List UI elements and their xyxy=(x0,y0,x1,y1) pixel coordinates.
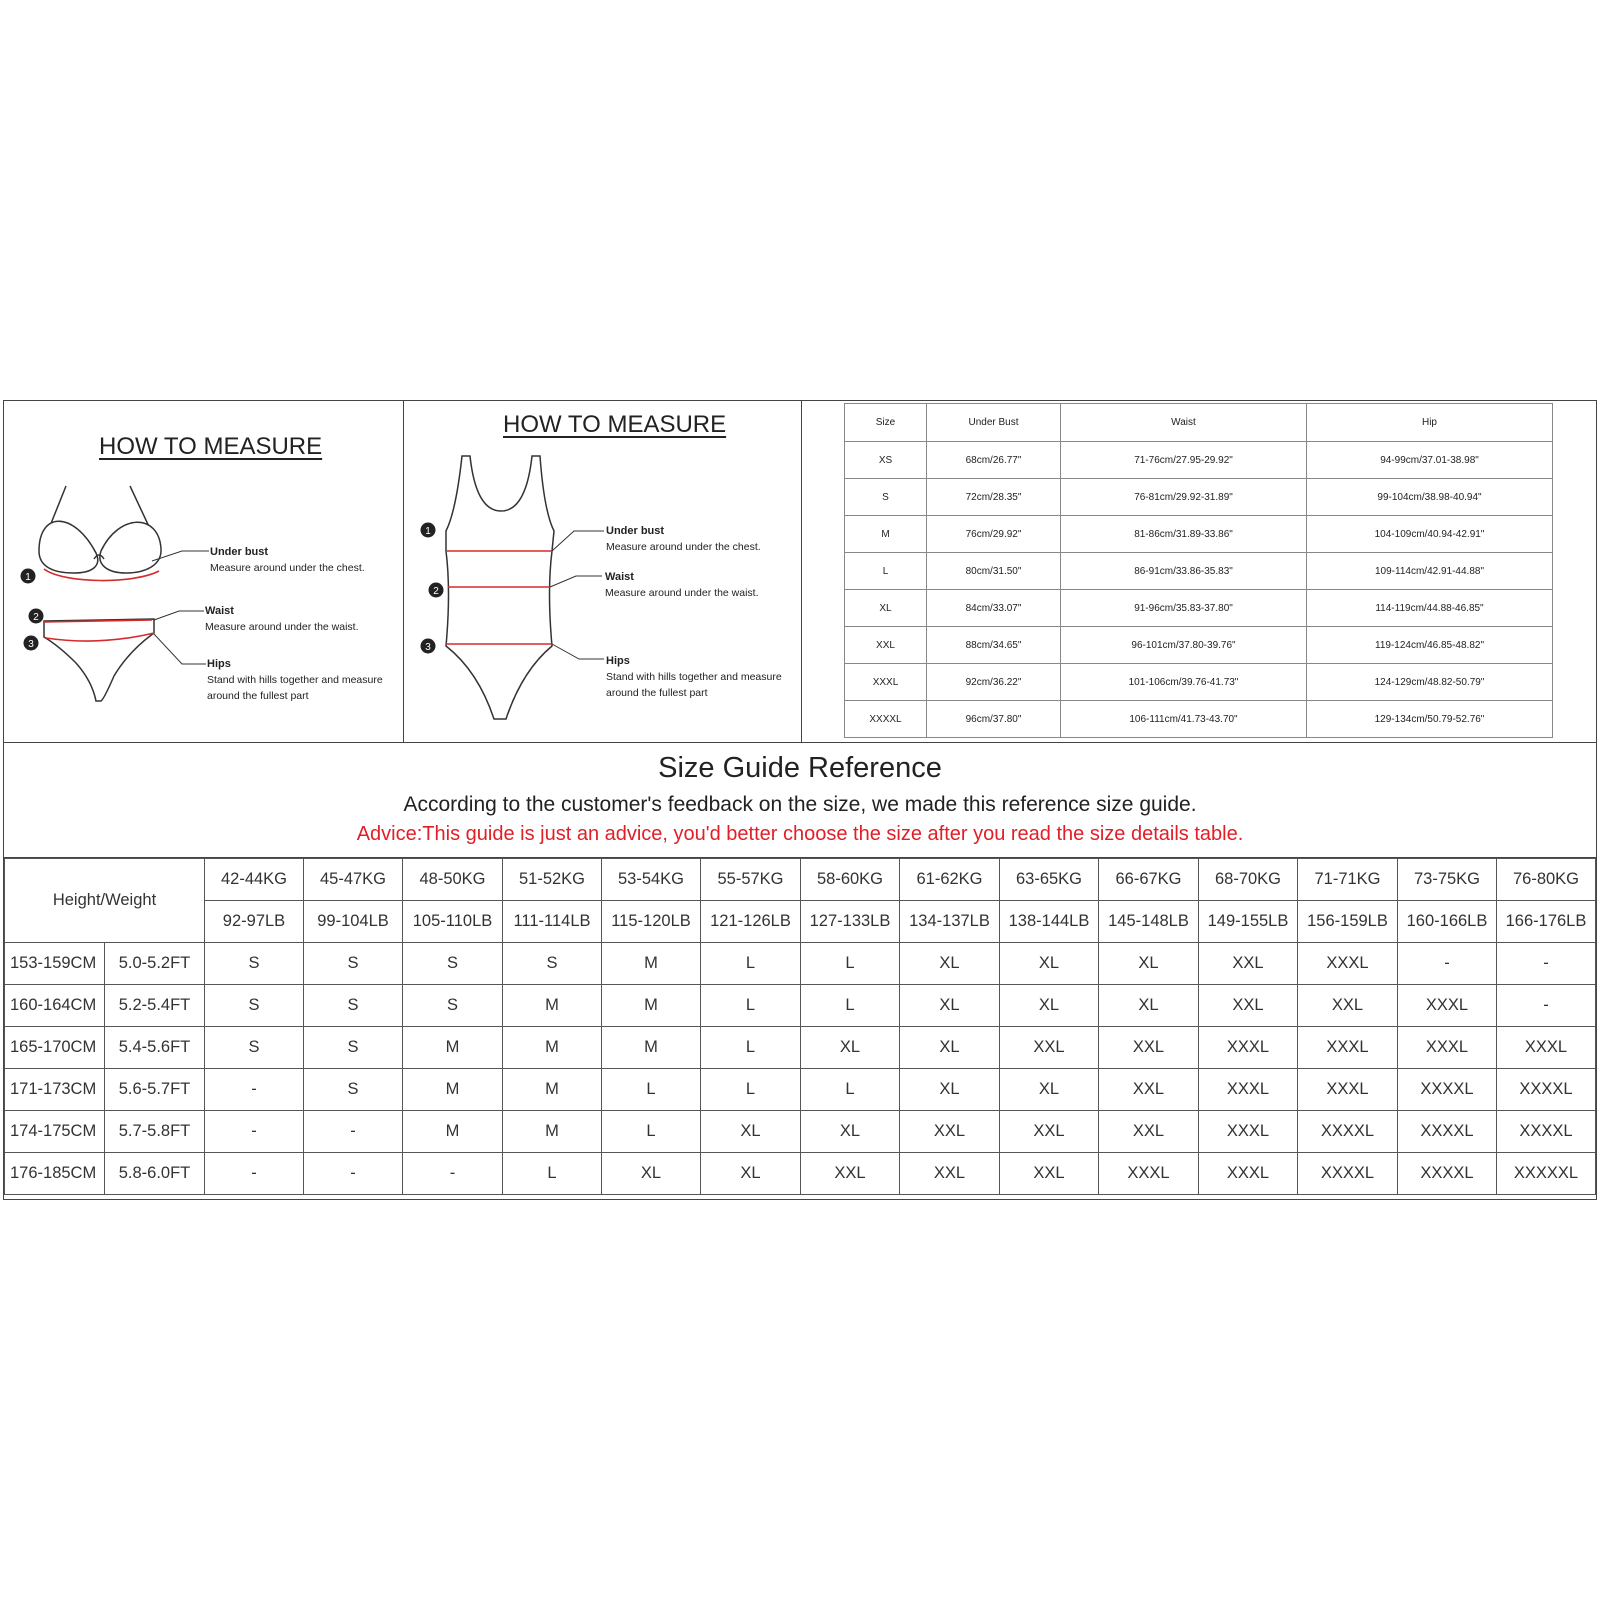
waist-note xyxy=(205,603,359,635)
how-to-measure-title: HOW TO MEASURE xyxy=(99,433,323,460)
size-cell: XXXL xyxy=(1199,1153,1298,1195)
measurement-row xyxy=(845,701,1553,738)
marker-3: 3 xyxy=(425,642,431,653)
weight-lb-cell: 134-137LB xyxy=(900,901,1000,943)
size-cell: XL xyxy=(1000,985,1099,1027)
how-to-measure-onepiece-panel xyxy=(404,401,802,742)
measurement-row xyxy=(845,590,1553,627)
measurement-cell: 71-76cm/27.95-29.92" xyxy=(1061,442,1307,479)
size-cell: XXXL xyxy=(1199,1069,1298,1111)
measurement-cell: XXXL xyxy=(845,664,927,701)
size-cell: XXXXL xyxy=(1497,1111,1596,1153)
size-cell: XL xyxy=(602,1153,701,1195)
size-cell: XL xyxy=(1099,943,1199,985)
measurement-row xyxy=(845,479,1553,516)
size-cell: XL xyxy=(701,1111,801,1153)
size-cell: XL xyxy=(701,1153,801,1195)
size-cell: M xyxy=(503,1111,602,1153)
size-cell: L xyxy=(701,1069,801,1111)
hips-label: Hips xyxy=(606,655,630,667)
measurement-cell: 124-129cm/48.82-50.79" xyxy=(1307,664,1553,701)
hips-desc-2: around the fullest part xyxy=(606,687,708,699)
size-cell: XL xyxy=(1000,943,1099,985)
table-row xyxy=(5,1027,1596,1069)
measurement-cell: M xyxy=(845,516,927,553)
table-row xyxy=(5,1153,1596,1195)
measurement-cell: 106-111cm/41.73-43.70" xyxy=(1061,701,1307,738)
table-row xyxy=(5,985,1596,1027)
size-cell: M xyxy=(403,1069,503,1111)
measurement-row xyxy=(845,627,1553,664)
measurement-cell: 104-109cm/40.94-42.91" xyxy=(1307,516,1553,553)
weight-kg-cell: 42-44KG xyxy=(205,859,304,901)
size-cell: XXL xyxy=(1199,985,1298,1027)
size-cell: M xyxy=(403,1111,503,1153)
size-cell: XXXL xyxy=(1099,1153,1199,1195)
weight-lb-cell: 127-133LB xyxy=(801,901,900,943)
size-cell: XXXXL xyxy=(1398,1111,1497,1153)
height-ft-cell: 5.7-5.8FT xyxy=(105,1111,205,1153)
weight-kg-cell: 76-80KG xyxy=(1497,859,1596,901)
table-row xyxy=(5,1069,1596,1111)
weight-lb-cell: 149-155LB xyxy=(1199,901,1298,943)
size-cell: M xyxy=(403,1027,503,1069)
size-cell: XXL xyxy=(900,1153,1000,1195)
size-cell: L xyxy=(602,1069,701,1111)
size-cell: - xyxy=(304,1111,403,1153)
measurement-cell: L xyxy=(845,553,927,590)
marker-2: 2 xyxy=(33,612,39,623)
size-cell: XXL xyxy=(900,1111,1000,1153)
height-weight-label: Height/Weight xyxy=(5,859,205,943)
height-ft-cell: 5.8-6.0FT xyxy=(105,1153,205,1195)
size-cell: - xyxy=(1497,985,1596,1027)
size-cell: XXXL xyxy=(1298,1027,1398,1069)
size-cell: XXL xyxy=(1000,1027,1099,1069)
measurement-cell: 80cm/31.50" xyxy=(927,553,1061,590)
size-cell: S xyxy=(205,985,304,1027)
size-cell: XXXXL xyxy=(1298,1153,1398,1195)
size-cell: XL xyxy=(900,1027,1000,1069)
size-cell: L xyxy=(701,985,801,1027)
size-guide-table xyxy=(4,858,1596,1195)
waist-note xyxy=(605,569,759,601)
measurement-cell: 96cm/37.80" xyxy=(927,701,1061,738)
size-cell: - xyxy=(403,1153,503,1195)
measurement-cell: 114-119cm/44.88-46.85" xyxy=(1307,590,1553,627)
how-to-measure-title: HOW TO MEASURE xyxy=(503,411,727,438)
size-cell: S xyxy=(304,985,403,1027)
measurement-cell: 88cm/34.65" xyxy=(927,627,1061,664)
waist-desc: Measure around under the waist. xyxy=(605,587,759,599)
hips-note xyxy=(207,656,383,704)
size-cell: XXL xyxy=(1000,1111,1099,1153)
measurement-cell: XXL xyxy=(845,627,927,664)
size-cell: M xyxy=(503,985,602,1027)
weight-kg-cell: 53-54KG xyxy=(602,859,701,901)
under-bust-label: Under bust xyxy=(210,546,269,558)
size-cell: M xyxy=(602,985,701,1027)
under-bust-desc: Measure around under the chest. xyxy=(210,562,365,574)
size-cell: XXXL xyxy=(1199,1027,1298,1069)
weight-lb-cell: 92-97LB xyxy=(205,901,304,943)
size-cell: S xyxy=(304,1027,403,1069)
weight-lb-cell: 138-144LB xyxy=(1000,901,1099,943)
weight-kg-cell: 58-60KG xyxy=(801,859,900,901)
measurement-table xyxy=(844,403,1553,738)
waist-label: Waist xyxy=(205,605,234,617)
size-cell: M xyxy=(602,1027,701,1069)
weight-lb-cell: 105-110LB xyxy=(403,901,503,943)
measurement-cell: 76cm/29.92" xyxy=(927,516,1061,553)
measurement-header-row xyxy=(845,404,1553,442)
measurement-cell: 84cm/33.07" xyxy=(927,590,1061,627)
size-cell: XXL xyxy=(1099,1069,1199,1111)
under-bust-desc: Measure around under the chest. xyxy=(606,541,761,553)
hips-desc-1: Stand with hills together and measure xyxy=(207,674,383,686)
table-row xyxy=(5,1111,1596,1153)
height-ft-cell: 5.2-5.4FT xyxy=(105,985,205,1027)
measurement-cell: 109-114cm/42.91-44.88" xyxy=(1307,553,1553,590)
size-cell: - xyxy=(205,1069,304,1111)
weight-lb-cell: 156-159LB xyxy=(1298,901,1398,943)
weight-kg-row xyxy=(5,859,1596,901)
weight-lb-cell: 121-126LB xyxy=(701,901,801,943)
measurement-cell: 101-106cm/39.76-41.73" xyxy=(1061,664,1307,701)
weight-kg-cell: 55-57KG xyxy=(701,859,801,901)
hips-desc-1: Stand with hills together and measure xyxy=(606,671,782,683)
weight-lb-cell: 115-120LB xyxy=(602,901,701,943)
measurement-row xyxy=(845,516,1553,553)
size-cell: XXXXL xyxy=(1497,1069,1596,1111)
size-cell: XL xyxy=(1099,985,1199,1027)
size-cell: XL xyxy=(900,985,1000,1027)
size-cell: S xyxy=(205,943,304,985)
size-guide-subtitle: According to the customer's feedback on the size, we made this reference size guide. xyxy=(403,793,1197,816)
size-cell: XXL xyxy=(1099,1027,1199,1069)
measurement-header-cell: Waist xyxy=(1061,404,1307,442)
size-guide-title: Size Guide Reference xyxy=(658,752,942,784)
measurement-cell: XXXXL xyxy=(845,701,927,738)
measurement-header-cell: Hip xyxy=(1307,404,1553,442)
size-cell: XXXL xyxy=(1398,985,1497,1027)
height-ft-cell: 5.4-5.6FT xyxy=(105,1027,205,1069)
hips-label: Hips xyxy=(207,658,231,670)
measurement-cell: 94-99cm/37.01-38.98" xyxy=(1307,442,1553,479)
waist-desc: Measure around under the waist. xyxy=(205,621,359,633)
size-cell: XL xyxy=(801,1027,900,1069)
marker-1: 1 xyxy=(425,526,431,537)
size-cell: XL xyxy=(1000,1069,1099,1111)
size-cell: L xyxy=(801,1069,900,1111)
hips-desc-2: around the fullest part xyxy=(207,690,309,702)
size-cell: - xyxy=(205,1153,304,1195)
size-cell: XXXXL xyxy=(1298,1111,1398,1153)
size-cell: L xyxy=(602,1111,701,1153)
measurement-cell: XL xyxy=(845,590,927,627)
weight-lb-cell: 111-114LB xyxy=(503,901,602,943)
weight-kg-cell: 66-67KG xyxy=(1099,859,1199,901)
table-row xyxy=(5,943,1596,985)
weight-kg-cell: 73-75KG xyxy=(1398,859,1497,901)
size-cell: S xyxy=(304,943,403,985)
measurement-row xyxy=(845,442,1553,479)
height-cm-cell: 153-159CM xyxy=(5,943,105,985)
weight-lb-cell: 145-148LB xyxy=(1099,901,1199,943)
measurement-header-cell: Size xyxy=(845,404,927,442)
marker-3: 3 xyxy=(28,639,34,650)
size-guide-header xyxy=(4,743,1596,858)
measurement-cell: 86-91cm/33.86-35.83" xyxy=(1061,553,1307,590)
size-cell: XXL xyxy=(1099,1111,1199,1153)
measurement-cell: S xyxy=(845,479,927,516)
weight-lb-cell: 166-176LB xyxy=(1497,901,1596,943)
size-cell: - xyxy=(1398,943,1497,985)
size-cell: - xyxy=(205,1111,304,1153)
size-cell: XXXL xyxy=(1199,1111,1298,1153)
size-cell: L xyxy=(701,1027,801,1069)
weight-lb-cell: 99-104LB xyxy=(304,901,403,943)
size-cell: XXXXXL xyxy=(1497,1153,1596,1195)
measurement-cell: 119-124cm/46.85-48.82" xyxy=(1307,627,1553,664)
weight-lb-cell: 160-166LB xyxy=(1398,901,1497,943)
size-cell: XL xyxy=(900,1069,1000,1111)
size-cell: M xyxy=(602,943,701,985)
weight-kg-cell: 45-47KG xyxy=(304,859,403,901)
size-cell: XXXL xyxy=(1298,943,1398,985)
measurement-cell: 68cm/26.77" xyxy=(927,442,1061,479)
size-cell: M xyxy=(503,1069,602,1111)
under-bust-note xyxy=(606,523,761,555)
marker-1: 1 xyxy=(25,572,31,583)
measurement-header-cell: Under Bust xyxy=(927,404,1061,442)
weight-kg-cell: 63-65KG xyxy=(1000,859,1099,901)
measurement-cell: 81-86cm/31.89-33.86" xyxy=(1061,516,1307,553)
measurement-cell: 92cm/36.22" xyxy=(927,664,1061,701)
size-cell: S xyxy=(304,1069,403,1111)
size-cell: XXXL xyxy=(1497,1027,1596,1069)
measurement-cell: 99-104cm/38.98-40.94" xyxy=(1307,479,1553,516)
height-cm-cell: 165-170CM xyxy=(5,1027,105,1069)
weight-kg-cell: 61-62KG xyxy=(900,859,1000,901)
measurement-cell: 96-101cm/37.80-39.76" xyxy=(1061,627,1307,664)
size-cell: XXXXL xyxy=(1398,1153,1497,1195)
size-guide-advice: Advice:This guide is just an advice, you'd better choose the size after you read the size details table. xyxy=(356,823,1244,845)
measurement-cell: 91-96cm/35.83-37.80" xyxy=(1061,590,1307,627)
measurement-cell: 72cm/28.35" xyxy=(927,479,1061,516)
size-cell: L xyxy=(701,943,801,985)
size-cell: L xyxy=(801,985,900,1027)
under-bust-note xyxy=(210,544,365,576)
size-cell: XXXL xyxy=(1398,1027,1497,1069)
size-cell: XXXXL xyxy=(1398,1069,1497,1111)
size-cell: - xyxy=(1497,943,1596,985)
size-cell: S xyxy=(403,985,503,1027)
size-cell: XXL xyxy=(1298,985,1398,1027)
weight-kg-cell: 48-50KG xyxy=(403,859,503,901)
size-cell: L xyxy=(801,943,900,985)
size-cell: XL xyxy=(801,1111,900,1153)
size-cell: XXL xyxy=(1000,1153,1099,1195)
height-cm-cell: 174-175CM xyxy=(5,1111,105,1153)
weight-kg-cell: 51-52KG xyxy=(503,859,602,901)
hips-note xyxy=(606,653,782,701)
marker-2: 2 xyxy=(433,586,439,597)
size-cell: S xyxy=(503,943,602,985)
height-ft-cell: 5.0-5.2FT xyxy=(105,943,205,985)
measurement-cell: XS xyxy=(845,442,927,479)
weight-lb-row xyxy=(5,901,1596,943)
size-cell: XL xyxy=(900,943,1000,985)
size-cell: XXL xyxy=(801,1153,900,1195)
height-cm-cell: 160-164CM xyxy=(5,985,105,1027)
height-cm-cell: 176-185CM xyxy=(5,1153,105,1195)
under-bust-label: Under bust xyxy=(606,525,665,537)
size-cell: S xyxy=(205,1027,304,1069)
weight-kg-cell: 71-71KG xyxy=(1298,859,1398,901)
size-cell: - xyxy=(304,1153,403,1195)
size-cell: L xyxy=(503,1153,602,1195)
size-cell: M xyxy=(503,1027,602,1069)
measurement-cell: 76-81cm/29.92-31.89" xyxy=(1061,479,1307,516)
height-ft-cell: 5.6-5.7FT xyxy=(105,1069,205,1111)
size-cell: S xyxy=(403,943,503,985)
measurement-row xyxy=(845,553,1553,590)
how-to-measure-bikini-panel xyxy=(4,401,404,742)
measurement-row xyxy=(845,664,1553,701)
measurement-cell: 129-134cm/50.79-52.76" xyxy=(1307,701,1553,738)
weight-kg-cell: 68-70KG xyxy=(1199,859,1298,901)
size-cell: XXXL xyxy=(1298,1069,1398,1111)
height-cm-cell: 171-173CM xyxy=(5,1069,105,1111)
size-cell: XXL xyxy=(1199,943,1298,985)
waist-label: Waist xyxy=(605,571,634,583)
